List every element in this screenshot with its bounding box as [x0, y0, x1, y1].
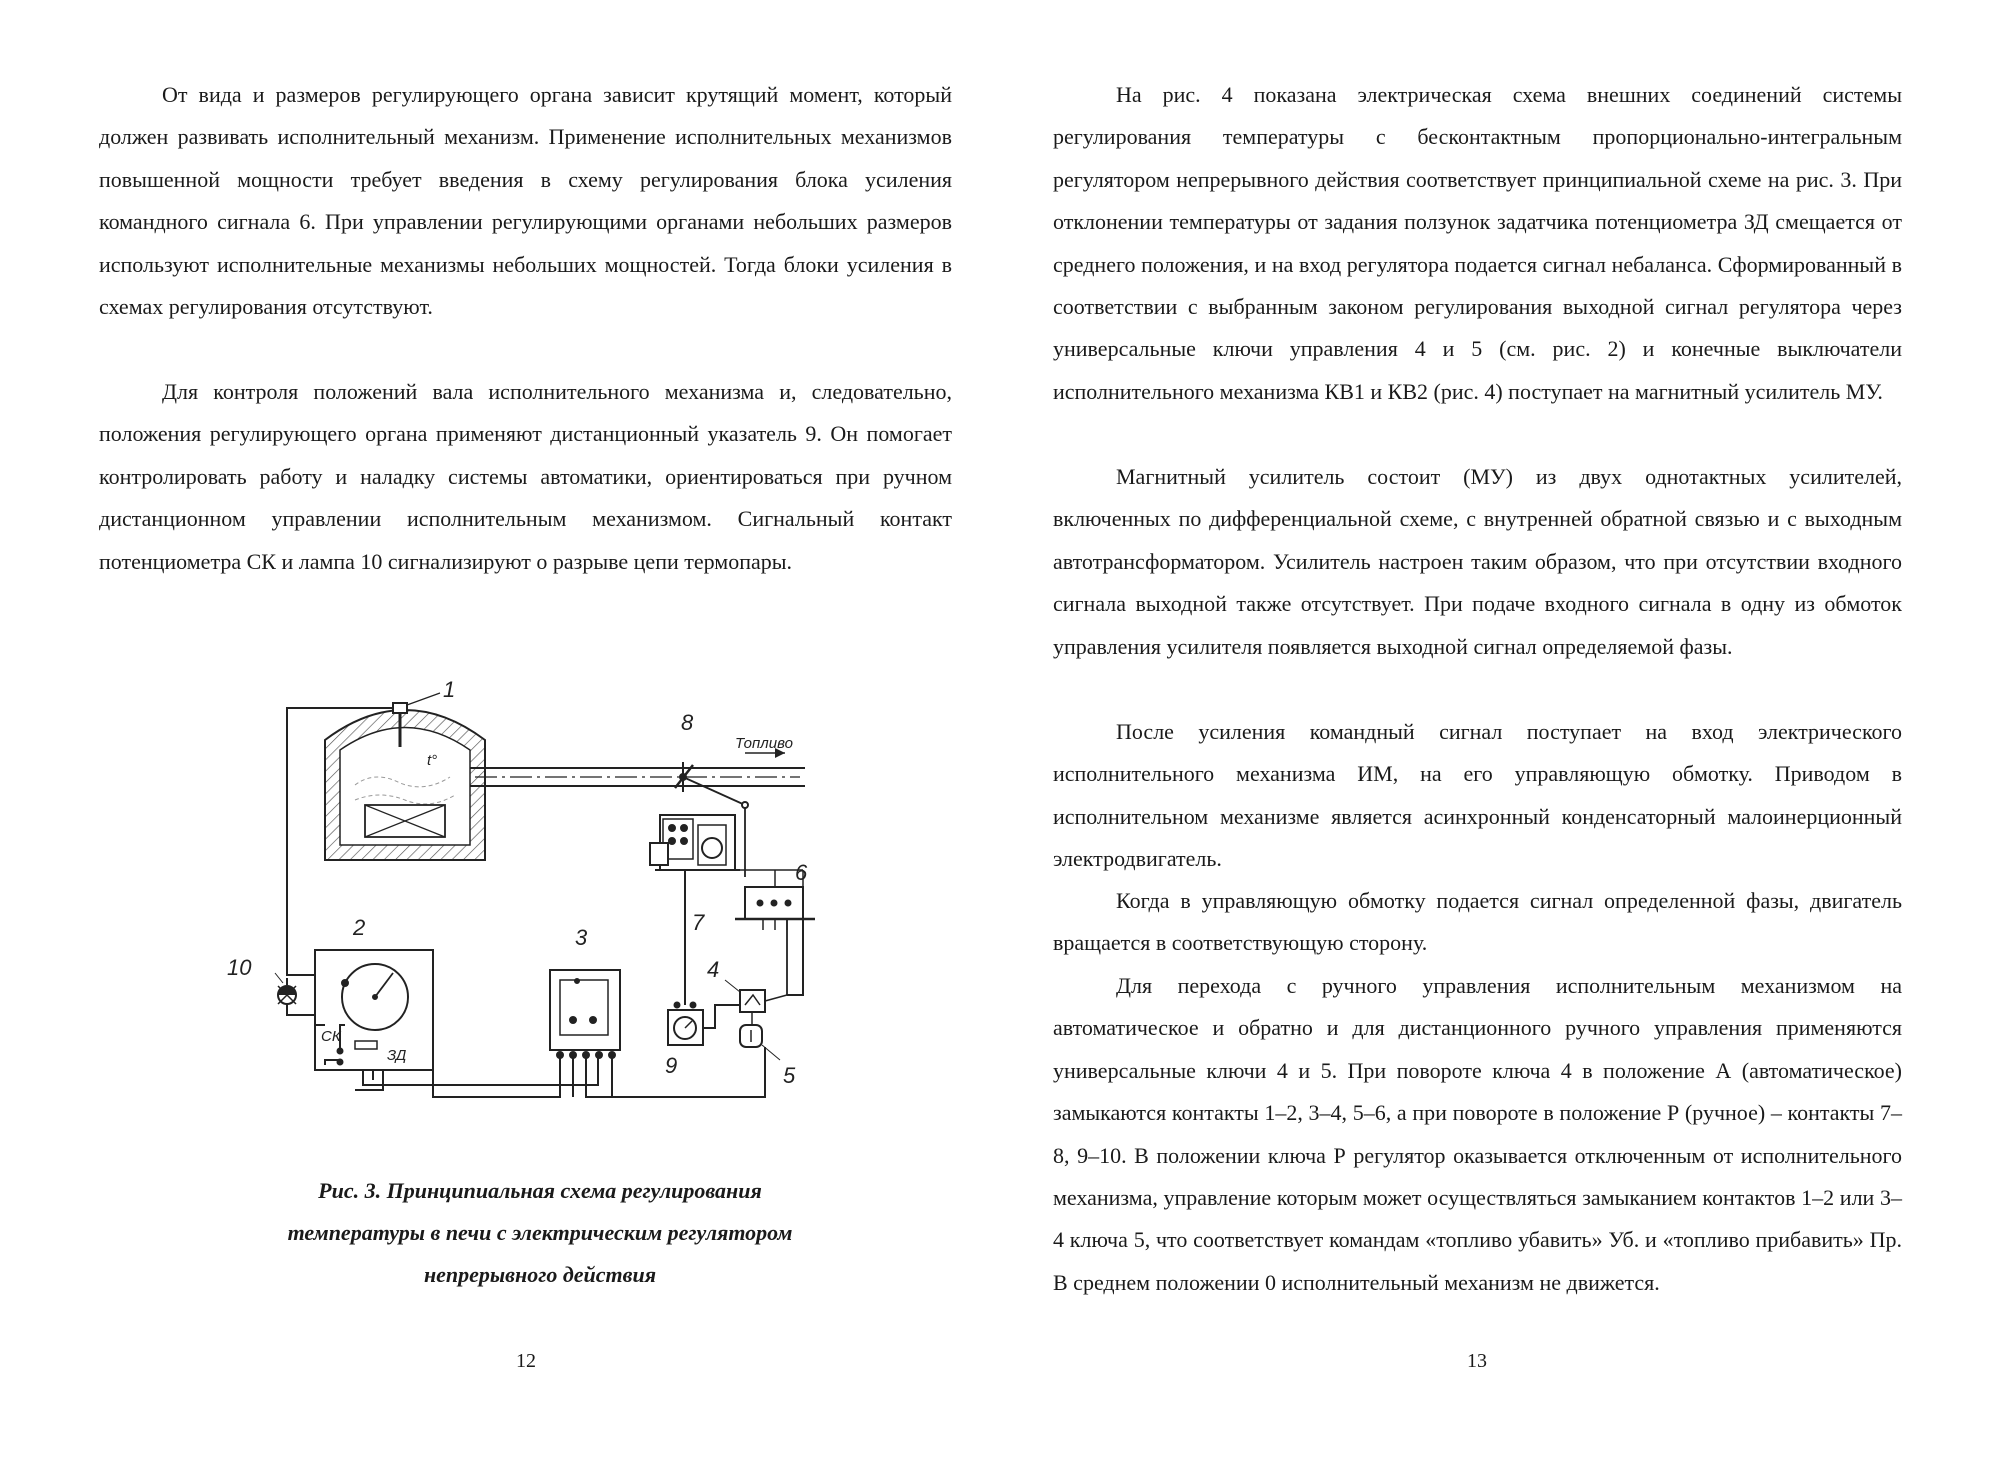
- right-paragraph-5: Для перехода с ручного управления исполнительным механизмом на автоматическое и обратно и для дистанционного ручного управления применяются универсальные ключи 4 и 5. При повороте ключа 4 в положение А (автоматическое) замыкаются контакты 1–2, 3–4, 5–6, а при повороте в положение Р (ручное) – контакты 7–8, 9–10. В положении ключа Р регулятор оказывается отключенным от исполнительного механизма, управление которым может осуществляться замыканием контактов 1–2 или 3–4 ключа 5, что соответствует командам «топливо убавить» Уб. и «топливо прибавить» Пр. В среднем положении 0 исполнительный механизм не движется.: [1053, 973, 1902, 1295]
- left-paragraph-1: От вида и размеров регулирующего органа зависит крутящий момент, который должен развивать исполнительный механизм. Применение исполнительных механизмов повышенной мощности требует введения в схему регулирования блока усиления командного сигнала 6. При управлении регулирующими органами небольших размеров используют исполнительные механизмы небольших мощностей. Тогда блоки усиления в схемах регулирования отсутствуют.: [99, 82, 952, 320]
- signal-lamp: [275, 973, 296, 1004]
- caption-line-1: Рис. 3. Принципиальная схема регулирования: [318, 1178, 762, 1203]
- right-page: [1000, 0, 2000, 1461]
- label-10: 10: [227, 955, 252, 980]
- caption-line-2: температуры в печи с электрическим регулятором: [287, 1220, 793, 1245]
- control-keys: [725, 980, 787, 1060]
- fuel-pipe: [470, 748, 805, 786]
- right-paragraph-4: Когда в управляющую обмотку подается сигнал определенной фазы, двигатель вращается в соответствующую сторону.: [1053, 888, 1902, 956]
- right-paragraph-3: После усиления командный сигнал поступает на вход электрического исполнительного механизма ИМ, на его управляющую обмотку. Приводом в исполнительном механизме является асинхронный конденсаторный малоинерционный электродвигатель.: [1053, 719, 1902, 872]
- label-8: 8: [681, 710, 694, 735]
- label-1: 1: [443, 677, 456, 702]
- right-paragraph-1: На рис. 4 показана электрическая схема внешних соединений системы регулирования температуры с бесконтактным пропорционально-интегральным регулятором непрерывного действия соответствует принципиальной схеме на рис. 3. При отклонении температуры от задания ползунок задатчика потенциометра ЗД смещается от среднего положения, и на вход регулятора подается сигнал небаланса. Сформированный в соответствии с выбранным законом регулирования выходной сигнал регулятора через универсальные ключи управления 4 и 5 (см. рис. 2) и конечные выключатели исполнительного механизма КВ1 и КВ2 (рис. 4) поступает на магнитный усилитель МУ.: [1053, 82, 1902, 404]
- label-6: 6: [795, 860, 808, 885]
- regulator: [550, 970, 620, 1058]
- figure-caption: [180, 1170, 900, 1296]
- left-paragraph-2: Для контроля положений вала исполнительного механизма и, следовательно, положения регулирующего органа применяют дистанционный указатель 9. Он помогает контролировать работу и наладку системы автоматики, ориентироваться при ручном дистанционном управлении исполнительным механизмом. Сигнальный контакт потенциометра СК и лампа 10 сигнализируют о разрыве цепи термопары.: [99, 379, 952, 574]
- figure-3-schematic: [205, 665, 865, 1135]
- right-paragraph-2: Магнитный усилитель состоит (МУ) из двух однотактных усилителей, включенных по дифференциальной схеме, с внутренней обратной связью и с выходным автотрансформатором. Усилитель настроен таким образом, что при отсутствии входного сигнала выходной также отсутствует. При подаче входного сигнала в одну из обмоток управления усилителя появляется выходной сигнал определяемой фазы.: [1053, 464, 1902, 659]
- label-zd: ЗД: [387, 1047, 407, 1064]
- potentiometer: [315, 950, 433, 1070]
- position-indicator: [668, 1003, 703, 1046]
- furnace: [325, 710, 485, 860]
- label-2: 2: [353, 915, 366, 940]
- label-temperature: t°: [427, 752, 438, 769]
- label-9: 9: [665, 1053, 678, 1078]
- label-7: 7: [692, 910, 705, 935]
- label-fuel: Топливо: [735, 735, 793, 752]
- page-number-left: 12: [516, 1350, 536, 1372]
- label-4: 4: [707, 957, 720, 982]
- label-sk: СК: [321, 1028, 341, 1045]
- page-number-right: 13: [1467, 1350, 1487, 1372]
- caption-line-3: непрерывного действия: [423, 1262, 657, 1287]
- label-5: 5: [783, 1063, 796, 1088]
- label-3: 3: [575, 925, 588, 950]
